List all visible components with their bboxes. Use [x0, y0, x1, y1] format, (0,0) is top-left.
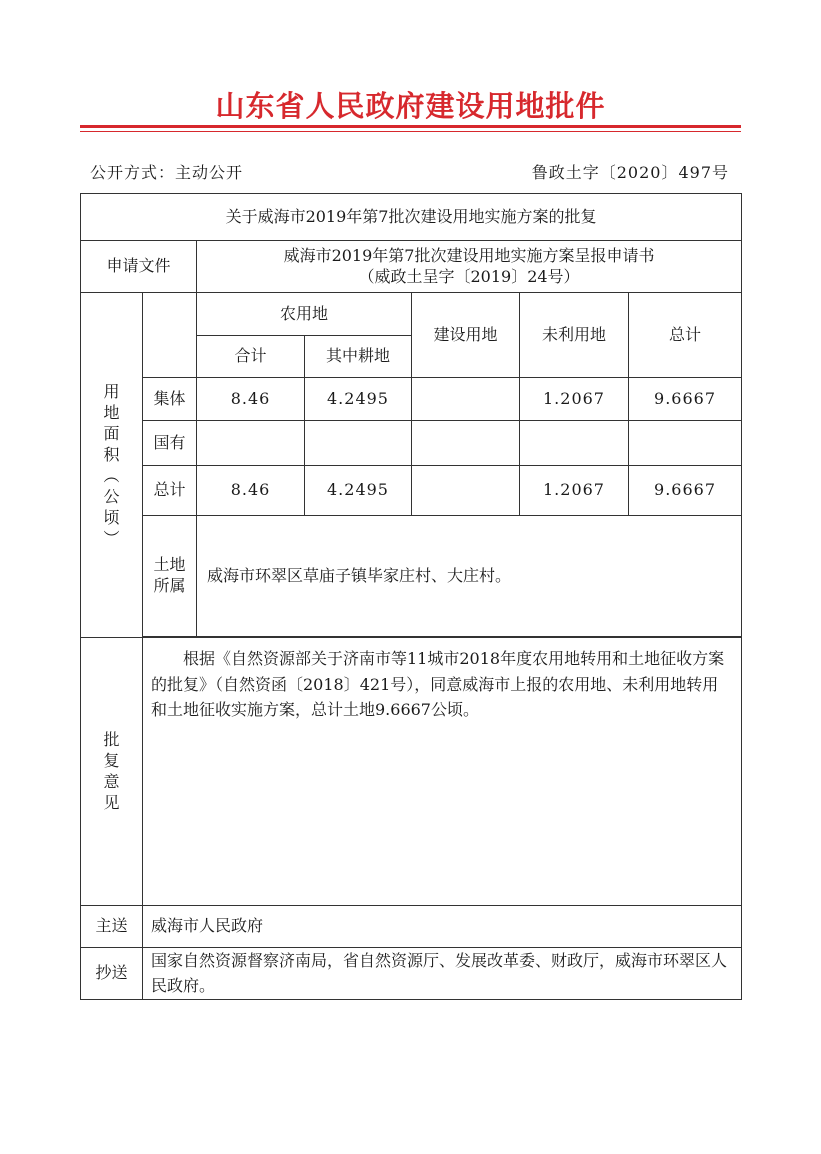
header-rule-thin	[80, 131, 741, 132]
row-label: 集体	[143, 378, 197, 421]
ownership-value: 威海市环翠区草庙子镇毕家庄村、大庄村。	[197, 516, 742, 637]
approval-opinion: 根据《自然资源部关于济南市等11城市2018年度农用地转用和土地征收方案的批复》（自然资函〔2018〕421号），同意威海市上报的农用地、未利用地转用和土地征收实施方案，总计土地9.6667公顷。	[143, 638, 742, 906]
cell-cultivated: 4.2495	[305, 466, 412, 516]
send-to-row	[81, 906, 742, 948]
cell-unused	[520, 421, 629, 466]
cell-cultivated: 4.2495	[305, 378, 412, 421]
application-row	[81, 241, 742, 293]
document-number: 鲁政土字〔2020〕497号	[531, 163, 729, 182]
application-label: 申请文件	[81, 241, 197, 293]
cell-total	[629, 421, 742, 466]
cell-unused: 1.2067	[520, 466, 629, 516]
approval-subject: 关于威海市2019年第7批次建设用地实施方案的批复	[81, 194, 742, 241]
application-line-1: 威海市2019年第7批次建设用地实施方案呈报申请书	[283, 245, 655, 265]
ownership-label-line-2: 所属	[153, 576, 186, 595]
title-row	[81, 194, 742, 241]
send-to-value: 威海市人民政府	[143, 906, 742, 948]
application-value	[197, 241, 742, 293]
header-unused-land: 未利用地	[520, 293, 629, 378]
header-cultivated: 其中耕地	[305, 336, 412, 378]
area-label	[81, 293, 143, 638]
row-label: 国有	[143, 421, 197, 466]
copy-to-label: 抄送	[81, 948, 143, 1000]
cell-construction	[412, 466, 520, 516]
row-label: 总计	[143, 466, 197, 516]
document-title: 山东省人民政府建设用地批件	[215, 89, 606, 123]
cell-total: 9.6667	[629, 466, 742, 516]
area-header-row-1	[81, 293, 742, 336]
approval-table	[80, 193, 742, 1000]
approval-row	[81, 638, 742, 906]
table-row-state	[81, 421, 742, 466]
cell-subtotal: 8.46	[197, 378, 305, 421]
approval-label	[81, 638, 143, 906]
copy-to-row	[81, 948, 742, 1000]
area-header-corner	[143, 293, 197, 378]
header-construction-land: 建设用地	[412, 293, 520, 378]
cell-construction	[412, 421, 520, 466]
area-label-chars: 用 地 面 积 ︵ 公 顷 ︶	[103, 381, 120, 548]
cell-cultivated	[305, 421, 412, 466]
copy-to-value: 国家自然资源督察济南局，省自然资源厅、发展改革委、财政厅，威海市环翠区人民政府。	[143, 948, 742, 1000]
table-row-collective	[81, 378, 742, 421]
approval-label-chars: 批 复 意 见	[103, 730, 120, 813]
table-row-total	[81, 466, 742, 516]
header-subtotal: 合计	[197, 336, 305, 378]
cell-unused: 1.2067	[520, 378, 629, 421]
send-to-label: 主送	[81, 906, 143, 948]
header-agricultural-land: 农用地	[197, 293, 412, 336]
cell-construction	[412, 378, 520, 421]
disclosure-mode: 公开方式：主动公开	[90, 163, 244, 182]
ownership-label-line-1: 土地	[153, 555, 186, 575]
cell-subtotal: 8.46	[197, 466, 305, 516]
header-rule-thick	[80, 125, 741, 128]
cell-subtotal	[197, 421, 305, 466]
application-line-2: （威政土呈字〔2019〕24号）	[358, 266, 580, 286]
cell-total: 9.6667	[629, 378, 742, 421]
ownership-label	[143, 516, 197, 637]
ownership-row	[81, 516, 742, 637]
header-total: 总计	[629, 293, 742, 378]
